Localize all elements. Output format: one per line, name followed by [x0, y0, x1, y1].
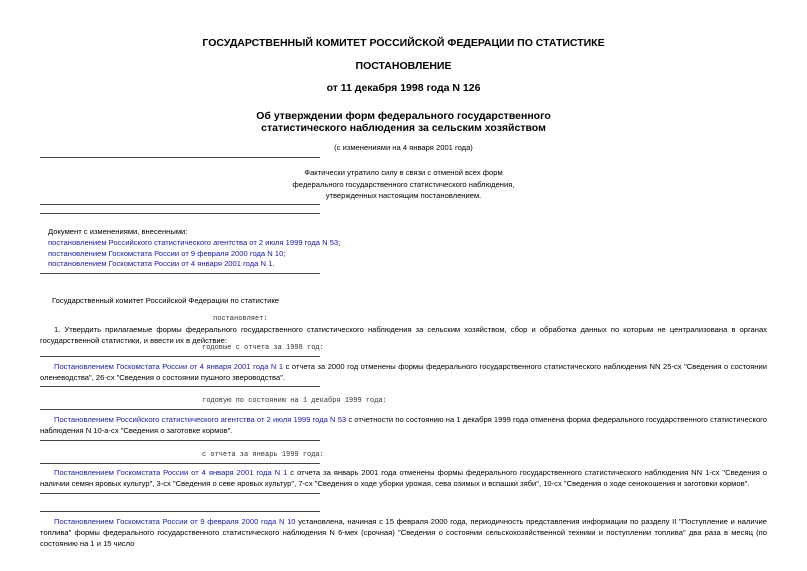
divider — [40, 511, 320, 512]
amendments-note: (с изменениями на 4 января 2001 года) — [334, 143, 473, 152]
note-4-paragraph: Постановлением Госкомстата России от 9 февраля 2000 года N 10 установлена, начиная с 15 февраля 2000 года, периодичность представления информации по разделу II "Поступление и наличие топлива" формы федерального государственного статистического наблюдения N 6-мех (срочная) "Сведения о состоянии сельскохозяйственной техники и поступлении топлива" два раза в месяц (по состоянию на 1 и 15 число — [40, 517, 768, 548]
changes-item-1: постановлением Российского статистического агентства от 2 июля 1999 года N 53; — [48, 238, 341, 247]
note-2-link[interactable]: Постановлением Российского статистического агентства от 2 июля 1999 года N 53 — [54, 415, 347, 424]
document-type: ПОСТАНОВЛЕНИЕ — [355, 60, 452, 72]
divider — [40, 213, 320, 214]
lost-force-line2: федерального государственного статистического наблюдения, — [292, 180, 515, 189]
section-label-jan-1999: с отчета за январь 1999 года: — [202, 451, 324, 459]
changes-item-3: постановлением Госкомстата России от 4 января 2001 года N 1. — [48, 259, 275, 268]
section-label-annual-1998: годовые с отчета за 1998 год: — [202, 344, 324, 352]
decrees-word: постановляет: — [213, 315, 268, 323]
divider — [40, 493, 320, 494]
note-2-paragraph: Постановлением Российского статистического агентства от 2 июля 1999 года N 53 с отчетности по состоянию на 1 декабря 1999 года отменена форма федерального государственного статистического наблюдения N 10-а-сх "Сведения о заготовке кормов". — [40, 415, 767, 435]
note-3-link[interactable]: Постановлением Госкомстата России от 4 января 2001 года N 1 — [54, 468, 288, 477]
committee-heading: ГОСУДАРСТВЕННЫЙ КОМИТЕТ РОССИЙСКОЙ ФЕДЕРАЦИИ ПО СТАТИСТИКЕ — [202, 37, 605, 49]
issuer-line: Государственный комитет Российской Федерации по статистике — [52, 296, 279, 305]
note-3-paragraph: Постановлением Госкомстата России от 4 января 2001 года N 1 с отчета за январь 2001 года отменены формы федерального государственного статистического наблюдения NN 1-сх "Сведения о наличии семян яровых культур", 3-сх "Сведения о севе яровых культур", 7-сх "Сведения о ходе уборки урожая, сева озимых и вспашки зяби", 10-сх "Сведения о ходе сенокошения и заготовки кормов". — [40, 468, 767, 488]
amendment-link-3[interactable]: постановлением Госкомстата России от 4 января 2001 года N 1 — [48, 259, 273, 268]
divider — [40, 440, 320, 441]
changes-intro: Документ с изменениями, внесенными: — [48, 227, 188, 236]
note-1-link[interactable]: Постановлением Госкомстата России от 4 января 2001 года N 1 — [54, 362, 284, 371]
note-4-link[interactable]: Постановлением Госкомстата России от 9 февраля 2000 года N 10 — [54, 517, 296, 526]
divider — [40, 273, 320, 274]
amendment-link-2[interactable]: постановлением Госкомстата России от 9 февраля 2000 года N 10 — [48, 249, 284, 258]
divider — [40, 409, 320, 410]
document-subject-line2: статистического наблюдения за сельским хозяйством — [261, 122, 546, 134]
divider — [40, 386, 320, 387]
section-label-annual-dec-1999: годовую по состоянию на 1 декабря 1999 года: — [202, 397, 387, 405]
amendment-link-1[interactable]: постановлением Российского статистического агентства от 2 июля 1999 года N 53 — [48, 238, 339, 247]
divider — [40, 356, 320, 357]
note-1-paragraph: Постановлением Госкомстата России от 4 января 2001 года N 1 с отчета за 2000 год отменены формы федерального государственного статистического наблюдения NN 25-сх "Сведения о состоянии оленеводства", 26-сх "Сведения о состоянии пушного звероводства". — [40, 362, 767, 382]
item-1-paragraph: 1. Утвердить прилагаемые формы федерального государственного статистического наблюдения за сельским хозяйством, сбор и обработка данных по которым не централизована в органах государственной статистики, и ввести их в действие: — [40, 325, 767, 345]
divider — [40, 463, 320, 464]
changes-item-2: постановлением Госкомстата России от 9 февраля 2000 года N 10; — [48, 249, 286, 258]
lost-force-line1: Фактически утратило силу в связи с отменой всех форм — [304, 168, 503, 177]
document-date-number: от 11 декабря 1998 года N 126 — [326, 82, 481, 94]
divider — [40, 204, 320, 205]
divider — [40, 157, 320, 158]
lost-force-line3: утвержденных настоящим постановлением. — [325, 191, 482, 200]
document-subject-line1: Об утверждении форм федерального государственного — [256, 110, 551, 122]
